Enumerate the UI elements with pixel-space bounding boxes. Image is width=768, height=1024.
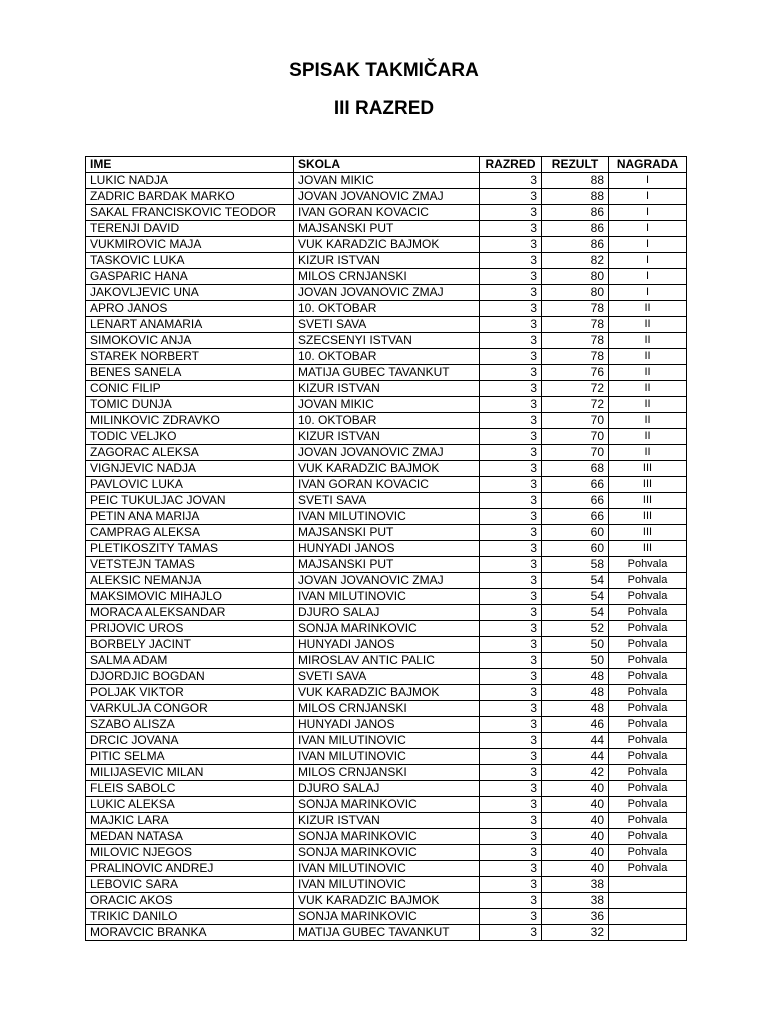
table-row: [86, 653, 687, 669]
cell-razred: 3: [480, 797, 542, 813]
cell-nagrada: Pohvala: [609, 733, 687, 749]
cell-razred: 3: [480, 349, 542, 365]
cell-skola: KIZUR ISTVAN: [294, 381, 480, 397]
cell-nagrada: [609, 893, 687, 909]
cell-skola: SVETI SAVA: [294, 493, 480, 509]
cell-rezult: 60: [542, 541, 609, 557]
cell-rezult: 78: [542, 317, 609, 333]
cell-skola: MILOS CRNJANSKI: [294, 269, 480, 285]
cell-rezult: 86: [542, 237, 609, 253]
table-row: [86, 909, 687, 925]
cell-rezult: 58: [542, 557, 609, 573]
cell-skola: IVAN MILUTINOVIC: [294, 733, 480, 749]
cell-razred: 3: [480, 813, 542, 829]
cell-rezult: 66: [542, 493, 609, 509]
cell-ime: POLJAK VIKTOR: [86, 685, 294, 701]
cell-razred: 3: [480, 365, 542, 381]
cell-rezult: 40: [542, 845, 609, 861]
cell-razred: 3: [480, 253, 542, 269]
cell-nagrada: Pohvala: [609, 573, 687, 589]
cell-nagrada: III: [609, 477, 687, 493]
cell-nagrada: II: [609, 301, 687, 317]
cell-rezult: 32: [542, 925, 609, 941]
header-rezult: REZULT: [542, 157, 609, 173]
cell-skola: MATIJA GUBEC TAVANKUT: [294, 925, 480, 941]
table-row: [86, 685, 687, 701]
cell-ime: FLEIS SABOLC: [86, 781, 294, 797]
cell-rezult: 78: [542, 301, 609, 317]
cell-ime: SZABO ALISZA: [86, 717, 294, 733]
cell-ime: CAMPRAG ALEKSA: [86, 525, 294, 541]
cell-skola: HUNYADI JANOS: [294, 637, 480, 653]
table-row: [86, 637, 687, 653]
table-row: [86, 349, 687, 365]
cell-rezult: 60: [542, 525, 609, 541]
cell-ime: PAVLOVIC LUKA: [86, 477, 294, 493]
cell-skola: JOVAN MIKIC: [294, 397, 480, 413]
cell-skola: VUK KARADZIC BAJMOK: [294, 893, 480, 909]
cell-ime: VIGNJEVIC NADJA: [86, 461, 294, 477]
cell-rezult: 52: [542, 621, 609, 637]
cell-nagrada: Pohvala: [609, 637, 687, 653]
cell-ime: MILOVIC NJEGOS: [86, 845, 294, 861]
cell-nagrada: [609, 925, 687, 941]
document-title: SPISAK TAKMIČARA: [289, 60, 479, 81]
cell-nagrada: I: [609, 269, 687, 285]
cell-rezult: 86: [542, 221, 609, 237]
header-row: [86, 157, 687, 173]
cell-razred: 3: [480, 541, 542, 557]
table-row: [86, 301, 687, 317]
cell-rezult: 40: [542, 781, 609, 797]
cell-skola: 10. OKTOBAR: [294, 349, 480, 365]
cell-ime: SIMOKOVIC ANJA: [86, 333, 294, 349]
cell-razred: 3: [480, 573, 542, 589]
cell-skola: MAJSANSKI PUT: [294, 557, 480, 573]
cell-skola: KIZUR ISTVAN: [294, 253, 480, 269]
table-row: [86, 413, 687, 429]
cell-rezult: 40: [542, 797, 609, 813]
cell-skola: JOVAN JOVANOVIC ZMAJ: [294, 285, 480, 301]
cell-nagrada: I: [609, 221, 687, 237]
cell-ime: LENART ANAMARIA: [86, 317, 294, 333]
cell-nagrada: I: [609, 285, 687, 301]
cell-ime: MORACA ALEKSANDAR: [86, 605, 294, 621]
cell-nagrada: Pohvala: [609, 621, 687, 637]
cell-skola: JOVAN JOVANOVIC ZMAJ: [294, 573, 480, 589]
cell-skola: MAJSANSKI PUT: [294, 221, 480, 237]
cell-nagrada: Pohvala: [609, 653, 687, 669]
cell-razred: 3: [480, 557, 542, 573]
cell-skola: JOVAN JOVANOVIC ZMAJ: [294, 445, 480, 461]
cell-rezult: 86: [542, 205, 609, 221]
cell-skola: SONJA MARINKOVIC: [294, 797, 480, 813]
table-row: [86, 253, 687, 269]
cell-ime: MILIJASEVIC MILAN: [86, 765, 294, 781]
cell-razred: 3: [480, 397, 542, 413]
cell-skola: SZECSENYI ISTVAN: [294, 333, 480, 349]
cell-rezult: 66: [542, 477, 609, 493]
cell-razred: 3: [480, 765, 542, 781]
table-row: [86, 365, 687, 381]
table-row: [86, 621, 687, 637]
cell-rezult: 70: [542, 413, 609, 429]
cell-razred: 3: [480, 845, 542, 861]
cell-nagrada: Pohvala: [609, 605, 687, 621]
table-row: [86, 861, 687, 877]
cell-nagrada: I: [609, 237, 687, 253]
cell-razred: 3: [480, 589, 542, 605]
cell-skola: HUNYADI JANOS: [294, 541, 480, 557]
cell-razred: 3: [480, 717, 542, 733]
cell-razred: 3: [480, 301, 542, 317]
cell-razred: 3: [480, 653, 542, 669]
cell-skola: SVETI SAVA: [294, 669, 480, 685]
cell-skola: KIZUR ISTVAN: [294, 813, 480, 829]
cell-razred: 3: [480, 621, 542, 637]
cell-nagrada: Pohvala: [609, 685, 687, 701]
cell-skola: JOVAN JOVANOVIC ZMAJ: [294, 189, 480, 205]
document-subtitle: III RAZRED: [333, 98, 435, 119]
cell-rezult: 70: [542, 429, 609, 445]
cell-ime: TRIKIC DANILO: [86, 909, 294, 925]
cell-skola: JOVAN MIKIC: [294, 173, 480, 189]
table-row: [86, 781, 687, 797]
cell-razred: 3: [480, 285, 542, 301]
cell-razred: 3: [480, 333, 542, 349]
cell-skola: MATIJA GUBEC TAVANKUT: [294, 365, 480, 381]
cell-razred: 3: [480, 189, 542, 205]
table-row: [86, 205, 687, 221]
cell-nagrada: III: [609, 461, 687, 477]
cell-razred: 3: [480, 237, 542, 253]
cell-skola: HUNYADI JANOS: [294, 717, 480, 733]
cell-razred: 3: [480, 221, 542, 237]
cell-ime: ZAGORAC ALEKSA: [86, 445, 294, 461]
cell-razred: 3: [480, 749, 542, 765]
table-row: [86, 525, 687, 541]
cell-skola: VUK KARADZIC BAJMOK: [294, 461, 480, 477]
cell-nagrada: Pohvala: [609, 701, 687, 717]
cell-skola: MILOS CRNJANSKI: [294, 765, 480, 781]
cell-skola: VUK KARADZIC BAJMOK: [294, 685, 480, 701]
results-table: [85, 156, 687, 941]
cell-razred: 3: [480, 525, 542, 541]
cell-razred: 3: [480, 685, 542, 701]
cell-rezult: 42: [542, 765, 609, 781]
cell-ime: ORACIC AKOS: [86, 893, 294, 909]
cell-ime: LEBOVIC SARA: [86, 877, 294, 893]
cell-razred: 3: [480, 413, 542, 429]
cell-razred: 3: [480, 893, 542, 909]
table-row: [86, 829, 687, 845]
cell-razred: 3: [480, 493, 542, 509]
cell-skola: DJURO SALAJ: [294, 605, 480, 621]
cell-nagrada: Pohvala: [609, 813, 687, 829]
table-row: [86, 717, 687, 733]
cell-ime: TODIC VELJKO: [86, 429, 294, 445]
table-row: [86, 381, 687, 397]
table-row: [86, 397, 687, 413]
cell-ime: MEDAN NATASA: [86, 829, 294, 845]
cell-rezult: 54: [542, 589, 609, 605]
table-row: [86, 573, 687, 589]
cell-rezult: 80: [542, 285, 609, 301]
cell-nagrada: [609, 909, 687, 925]
cell-rezult: 48: [542, 685, 609, 701]
cell-rezult: 76: [542, 365, 609, 381]
cell-nagrada: II: [609, 349, 687, 365]
cell-rezult: 38: [542, 893, 609, 909]
table-row: [86, 557, 687, 573]
cell-razred: 3: [480, 605, 542, 621]
table-row: [86, 541, 687, 557]
cell-skola: KIZUR ISTVAN: [294, 429, 480, 445]
table-row: [86, 877, 687, 893]
cell-rezult: 48: [542, 669, 609, 685]
cell-rezult: 88: [542, 173, 609, 189]
cell-ime: PLETIKOSZITY TAMAS: [86, 541, 294, 557]
cell-razred: 3: [480, 669, 542, 685]
cell-rezult: 44: [542, 733, 609, 749]
cell-rezult: 72: [542, 397, 609, 413]
cell-rezult: 50: [542, 653, 609, 669]
cell-razred: 3: [480, 429, 542, 445]
table-row: [86, 317, 687, 333]
table-row: [86, 221, 687, 237]
cell-ime: MORAVCIC BRANKA: [86, 925, 294, 941]
cell-razred: 3: [480, 509, 542, 525]
cell-rezult: 66: [542, 509, 609, 525]
cell-razred: 3: [480, 205, 542, 221]
cell-nagrada: Pohvala: [609, 717, 687, 733]
table-row: [86, 445, 687, 461]
table-row: [86, 189, 687, 205]
cell-ime: BORBELY JACINT: [86, 637, 294, 653]
cell-ime: GASPARIC HANA: [86, 269, 294, 285]
cell-skola: SONJA MARINKOVIC: [294, 909, 480, 925]
cell-nagrada: III: [609, 541, 687, 557]
cell-ime: MILINKOVIC ZDRAVKO: [86, 413, 294, 429]
cell-skola: IVAN MILUTINOVIC: [294, 589, 480, 605]
cell-razred: 3: [480, 477, 542, 493]
cell-nagrada: III: [609, 525, 687, 541]
cell-ime: PRIJOVIC UROS: [86, 621, 294, 637]
cell-rezult: 48: [542, 701, 609, 717]
table-row: [86, 797, 687, 813]
table-row: [86, 845, 687, 861]
table-row: [86, 893, 687, 909]
table-row: [86, 749, 687, 765]
cell-razred: 3: [480, 781, 542, 797]
cell-razred: 3: [480, 269, 542, 285]
cell-nagrada: I: [609, 253, 687, 269]
cell-ime: CONIC FILIP: [86, 381, 294, 397]
cell-skola: SONJA MARINKOVIC: [294, 829, 480, 845]
cell-ime: PEIC TUKULJAC JOVAN: [86, 493, 294, 509]
table-row: [86, 669, 687, 685]
cell-skola: IVAN GORAN KOVACIC: [294, 477, 480, 493]
cell-skola: MAJSANSKI PUT: [294, 525, 480, 541]
cell-nagrada: [609, 877, 687, 893]
cell-ime: TASKOVIC LUKA: [86, 253, 294, 269]
table-row: [86, 173, 687, 189]
table-row: [86, 333, 687, 349]
cell-razred: 3: [480, 909, 542, 925]
cell-rezult: 54: [542, 605, 609, 621]
cell-skola: MIROSLAV ANTIC PALIC: [294, 653, 480, 669]
cell-skola: DJURO SALAJ: [294, 781, 480, 797]
cell-ime: DRCIC JOVANA: [86, 733, 294, 749]
table-row: [86, 605, 687, 621]
cell-ime: MAKSIMOVIC MIHAJLO: [86, 589, 294, 605]
cell-ime: JAKOVLJEVIC UNA: [86, 285, 294, 301]
cell-skola: SONJA MARINKOVIC: [294, 621, 480, 637]
table-row: [86, 813, 687, 829]
cell-nagrada: Pohvala: [609, 781, 687, 797]
cell-razred: 3: [480, 861, 542, 877]
header-nagrada: NAGRADA: [609, 157, 687, 173]
cell-ime: PRALINOVIC ANDREJ: [86, 861, 294, 877]
cell-ime: TERENJI DAVID: [86, 221, 294, 237]
cell-nagrada: I: [609, 205, 687, 221]
cell-nagrada: I: [609, 189, 687, 205]
cell-razred: 3: [480, 317, 542, 333]
cell-razred: 3: [480, 637, 542, 653]
cell-ime: APRO JANOS: [86, 301, 294, 317]
cell-ime: TOMIC DUNJA: [86, 397, 294, 413]
cell-rezult: 78: [542, 333, 609, 349]
cell-skola: IVAN MILUTINOVIC: [294, 749, 480, 765]
header-razred: RAZRED: [480, 157, 542, 173]
cell-rezult: 40: [542, 829, 609, 845]
cell-ime: VUKMIROVIC MAJA: [86, 237, 294, 253]
cell-razred: 3: [480, 461, 542, 477]
cell-skola: IVAN MILUTINOVIC: [294, 509, 480, 525]
cell-nagrada: Pohvala: [609, 829, 687, 845]
cell-rezult: 78: [542, 349, 609, 365]
table-row: [86, 509, 687, 525]
cell-rezult: 72: [542, 381, 609, 397]
cell-skola: IVAN MILUTINOVIC: [294, 861, 480, 877]
cell-ime: BENES SANELA: [86, 365, 294, 381]
cell-rezult: 40: [542, 813, 609, 829]
cell-nagrada: III: [609, 509, 687, 525]
table-row: [86, 493, 687, 509]
cell-skola: IVAN MILUTINOVIC: [294, 877, 480, 893]
cell-razred: 3: [480, 445, 542, 461]
cell-skola: SVETI SAVA: [294, 317, 480, 333]
table-row: [86, 765, 687, 781]
cell-nagrada: III: [609, 493, 687, 509]
header-ime: IME: [86, 157, 294, 173]
cell-nagrada: Pohvala: [609, 557, 687, 573]
cell-ime: SAKAL FRANCISKOVIC TEODOR: [86, 205, 294, 221]
cell-rezult: 38: [542, 877, 609, 893]
cell-rezult: 88: [542, 189, 609, 205]
cell-ime: ZADRIC BARDAK MARKO: [86, 189, 294, 205]
cell-nagrada: II: [609, 429, 687, 445]
cell-nagrada: Pohvala: [609, 861, 687, 877]
cell-nagrada: Pohvala: [609, 765, 687, 781]
cell-ime: STAREK NORBERT: [86, 349, 294, 365]
table-row: [86, 269, 687, 285]
table-row: [86, 237, 687, 253]
cell-rezult: 44: [542, 749, 609, 765]
cell-rezult: 54: [542, 573, 609, 589]
cell-nagrada: I: [609, 173, 687, 189]
cell-nagrada: II: [609, 365, 687, 381]
cell-razred: 3: [480, 829, 542, 845]
cell-nagrada: Pohvala: [609, 669, 687, 685]
cell-razred: 3: [480, 877, 542, 893]
cell-ime: VETSTEJN TAMAS: [86, 557, 294, 573]
cell-rezult: 80: [542, 269, 609, 285]
cell-skola: SONJA MARINKOVIC: [294, 845, 480, 861]
cell-skola: 10. OKTOBAR: [294, 301, 480, 317]
cell-nagrada: II: [609, 317, 687, 333]
cell-razred: 3: [480, 701, 542, 717]
cell-nagrada: Pohvala: [609, 845, 687, 861]
cell-ime: PETIN ANA MARIJA: [86, 509, 294, 525]
cell-skola: 10. OKTOBAR: [294, 413, 480, 429]
cell-ime: LUKIC NADJA: [86, 173, 294, 189]
cell-rezult: 40: [542, 861, 609, 877]
cell-nagrada: Pohvala: [609, 797, 687, 813]
cell-razred: 3: [480, 173, 542, 189]
cell-ime: SALMA ADAM: [86, 653, 294, 669]
cell-razred: 3: [480, 733, 542, 749]
cell-rezult: 70: [542, 445, 609, 461]
cell-rezult: 50: [542, 637, 609, 653]
table-row: [86, 925, 687, 941]
table-row: [86, 477, 687, 493]
table-row: [86, 701, 687, 717]
cell-ime: ALEKSIC NEMANJA: [86, 573, 294, 589]
table-row: [86, 285, 687, 301]
cell-rezult: 36: [542, 909, 609, 925]
cell-skola: MILOS CRNJANSKI: [294, 701, 480, 717]
cell-nagrada: II: [609, 445, 687, 461]
cell-nagrada: II: [609, 333, 687, 349]
cell-razred: 3: [480, 925, 542, 941]
cell-ime: LUKIC ALEKSA: [86, 797, 294, 813]
cell-rezult: 68: [542, 461, 609, 477]
cell-rezult: 46: [542, 717, 609, 733]
cell-razred: 3: [480, 381, 542, 397]
table-row: [86, 461, 687, 477]
table-row: [86, 733, 687, 749]
table-row: [86, 589, 687, 605]
cell-ime: PITIC SELMA: [86, 749, 294, 765]
cell-skola: IVAN GORAN KOVACIC: [294, 205, 480, 221]
cell-skola: VUK KARADZIC BAJMOK: [294, 237, 480, 253]
header-skola: SKOLA: [294, 157, 480, 173]
cell-rezult: 82: [542, 253, 609, 269]
cell-nagrada: Pohvala: [609, 749, 687, 765]
cell-ime: MAJKIC LARA: [86, 813, 294, 829]
table-row: [86, 429, 687, 445]
cell-nagrada: II: [609, 413, 687, 429]
cell-ime: DJORDJIC BOGDAN: [86, 669, 294, 685]
cell-nagrada: Pohvala: [609, 589, 687, 605]
cell-nagrada: II: [609, 397, 687, 413]
cell-nagrada: II: [609, 381, 687, 397]
cell-ime: VARKULJA CONGOR: [86, 701, 294, 717]
